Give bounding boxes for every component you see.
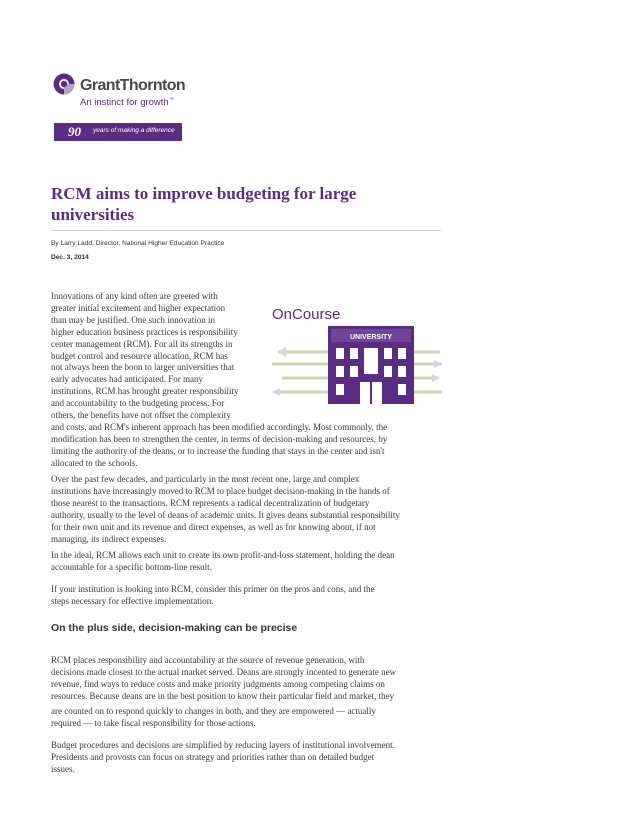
- paragraph-simplified: [51, 740, 451, 776]
- text-line: Budget procedures and decisions are simplified by reducing layers of institutional involvement.: [51, 740, 395, 750]
- text-line: greater initial excitement and higher expectation: [51, 302, 226, 313]
- text-line: institutions, RCM has brought greater responsibility: [51, 386, 239, 397]
- text-line: decisions made closest to the actual market served. Deans are strongly incented to generate new: [51, 666, 397, 677]
- text-line: allocated to the schools.: [51, 457, 138, 468]
- oncourse-university-illustration: [268, 302, 444, 410]
- text-line: center management (RCM). For all its strengths in: [51, 338, 233, 349]
- anniversary-text: years of making a difference: [93, 127, 175, 134]
- text-line: those nearest to the transactions. RCM represents a radical decentralization of budgetary: [51, 497, 370, 508]
- paragraph-intro-narrow: [51, 291, 271, 422]
- text-line: steps necessary for effective implementation.: [51, 595, 214, 606]
- text-line: required — to take fiscal responsibility for those actions.: [51, 717, 256, 728]
- text-line: early advocates had anticipated. For many: [51, 374, 203, 385]
- text-line: limiting the authority of the deans, or to increase the funding that stays in the center and isn't: [51, 445, 385, 456]
- grant-thornton-logo: [52, 72, 192, 116]
- text-line: In the ideal, RCM allows each unit to create its own profit-and-loss statement, holding the dean: [51, 550, 395, 560]
- text-line: budget control and resource allocation, RCM has: [51, 350, 228, 361]
- text-line: and accountability to the budgeting process. For: [51, 398, 225, 409]
- text-line: not always been the boon to larger universities that: [51, 362, 235, 373]
- article-byline: By Larry Ladd, Director, National Higher Education Practice: [51, 240, 225, 247]
- paragraph-responsibility: [51, 655, 451, 703]
- paragraph-primer: [51, 584, 451, 608]
- brand-name: GrantThornton: [80, 77, 186, 94]
- text-line: others, the benefits have not offset the complexity: [51, 410, 231, 421]
- text-line: than may be justified. One such innovation in: [51, 314, 215, 325]
- text-line: Over the past few decades, and particularly in the most recent one, large and complex: [51, 474, 360, 484]
- figure-label: OnCourse: [272, 306, 341, 323]
- title-divider: [51, 230, 441, 231]
- text-line: higher education business practices is responsibility: [51, 326, 238, 337]
- paragraph-intro-full: [51, 422, 451, 470]
- logo-mark-icon: [52, 72, 76, 96]
- text-line: managing, its indirect expenses.: [51, 533, 167, 544]
- text-line: Innovations of any kind often are greeted with: [51, 291, 218, 301]
- text-line: issues.: [51, 763, 75, 774]
- brand-tagline: An instinct for growth™: [80, 97, 174, 109]
- text-line: If your institution is looking into RCM, consider this primer on the pros and cons, and the: [51, 584, 375, 594]
- paragraph-ideal: [51, 550, 451, 574]
- article-date: Dec. 3, 2014: [51, 254, 89, 261]
- text-line: and costs, and RCM's inherent approach has been modified accordingly. Most commonly, the: [51, 422, 388, 432]
- text-line: RCM places responsibility and accountability at the source of revenue generation, with: [51, 655, 365, 665]
- text-line: resources. Because deans are in the best position to know their particular field and market, they: [51, 690, 395, 701]
- anniversary-number: 90: [68, 124, 81, 139]
- paragraph-decentralization: [51, 474, 451, 545]
- text-line: for their own unit and its revenue and direct expenses, as well as for knowing about, if not: [51, 521, 376, 532]
- building-sign: UNIVERSITY: [349, 334, 393, 341]
- text-line: are counted on to respond quickly to changes in both, and they are empowered — actually: [51, 706, 376, 716]
- text-line: institutions have increasingly moved to RCM to place budget decision-making in the hands of: [51, 485, 390, 496]
- text-line: accountable for a specific bottom-line result.: [51, 561, 212, 572]
- section-heading: On the plus side, decision-making can be precise: [51, 622, 298, 634]
- university-building-icon: [268, 302, 444, 410]
- paragraph-empowered: [51, 706, 451, 730]
- text-line: authority, usually to the level of deans of academic units. It gives deans substantial responsibility: [51, 509, 400, 520]
- article-title: RCM aims to improve budgeting for large universities: [51, 184, 357, 224]
- text-line: modification has been to strengthen the center, in terms of decision-making and resources, by: [51, 433, 388, 444]
- trademark-mark: ™: [168, 97, 174, 103]
- text-line: revenue, find ways to reduce costs and make priority judgments among competing claims on: [51, 678, 385, 689]
- text-line: Presidents and provosts can focus on strategy and priorities rather than on detailed budget: [51, 751, 375, 762]
